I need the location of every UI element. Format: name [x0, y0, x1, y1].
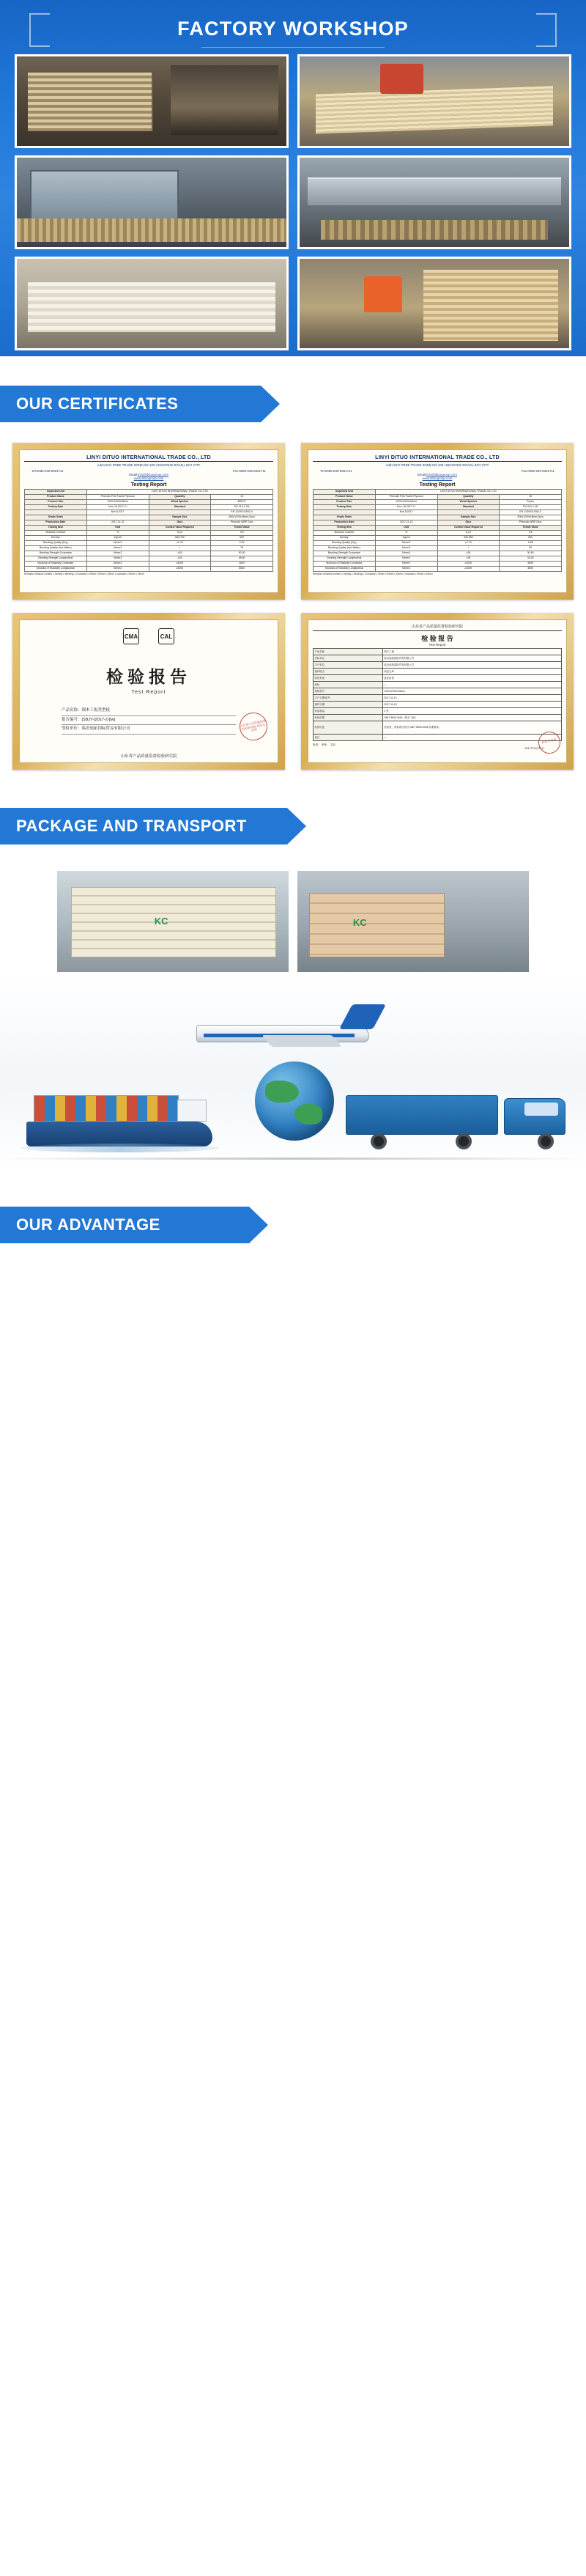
- certificate-2-content: [308, 449, 567, 593]
- certificate-grid: [12, 443, 574, 770]
- certificates-heading-text: OUR CERTIFICATES: [16, 394, 179, 413]
- cert4-org: 山东省产品质量监督检验研究院: [313, 624, 562, 631]
- cert3-footer: 山东省产品质量监督检验研究院: [120, 754, 177, 759]
- factory-photo-grid: [15, 54, 571, 350]
- cert4-table: 产品名称 细木工板 受检单位 临沂迪拓国际贸易有限公司 生产单位 临沂迪拓国际贸易有限公司 抽样地点 成品仓库 检验类别 委托检验 商标 — 规格型号 1220×2440×18mm 生产日期/批号 2017-11-13 抽样日期 2017-11-15 样品数量 2 张 检验依据 GB/T 5849-2016《细木工板》 检验结论 经检验，所检项目符合 GB/T 5849-2016 标准要求。 备注 —: [313, 648, 562, 741]
- package-transport-section: [0, 803, 586, 1177]
- package-heading: [0, 803, 586, 858]
- cert2-report-title: Testing Report: [419, 482, 456, 487]
- cert1-company: LINYI DITUO INTERNATIONAL TRADE CO., LTD: [24, 454, 273, 462]
- cert3-field-1: 产品名称：细木工板类型板: [62, 707, 236, 716]
- cert4-seal-icon: 检验专用章: [536, 729, 563, 756]
- truck-wheel-2: [456, 1133, 472, 1149]
- truck-window: [524, 1103, 558, 1116]
- cert3-subtitle: Test Report: [131, 690, 166, 695]
- product-detail-page: [0, 0, 586, 1274]
- certificate-1-content: [19, 449, 278, 593]
- cert3-field-2: 报告编号：[SBJY-]2017-Z-]lw]: [62, 716, 236, 726]
- workshop-photo-3: [15, 155, 289, 249]
- title-corner-right-icon: [536, 13, 557, 47]
- cert4-date: 2017年11月20日: [524, 747, 544, 750]
- plane-tail: [339, 1004, 386, 1029]
- cert4-title: 检 验 报 告: [421, 635, 453, 642]
- airplane-icon: [196, 1004, 379, 1059]
- factory-title-wrap: [0, 6, 586, 51]
- cert3-fields: [62, 707, 236, 735]
- advantage-section: [0, 1202, 586, 1274]
- cert2-fax: Fax:0086-539-8361711: [521, 468, 555, 473]
- factory-title: FACTORY WORKSHOP: [177, 18, 409, 40]
- cert1-web-value: www.dituogroup.com: [133, 476, 164, 480]
- heading-arrow-icon: [261, 386, 280, 422]
- cert1-address: Add:LINYI FREE TRADE ZONE,NO.100 LINGGONG ROAD,LINYI CITY: [97, 463, 201, 467]
- cert2-email-label: Email:: [417, 472, 427, 476]
- cert1-note: Remarks: Moisture content ≥ Density ≥ Bending ≥ Crosswise ≥ 50mm x 50mm x 18mm, Crosswise ≥ 50mm x 18mm: [24, 572, 144, 575]
- road-line: [0, 1158, 586, 1160]
- workshop-photo-2: [297, 54, 571, 148]
- ship-wake: [21, 1144, 220, 1152]
- certificate-card-2[interactable]: [301, 443, 574, 600]
- package-photo-grid: [56, 869, 530, 974]
- advantage-heading-text: OUR ADVANTAGE: [16, 1215, 160, 1234]
- cert3-field-3: 受检单位：临沂迪拓国际贸易有限公司: [62, 725, 236, 735]
- cert2-note: Remarks: Moisture content ≥ Density ≥ Bending ≥ Crosswise ≥ 50mm x 50mm x 18mm, Crosswise ≥ 50mm x 18mm: [313, 572, 433, 575]
- truck-wheel-1: [371, 1133, 387, 1149]
- workshop-photo-1: [15, 54, 289, 148]
- cert3-title: 检验报告: [106, 668, 191, 687]
- cal-logo-icon: CAL: [158, 628, 174, 644]
- cert1-web: [24, 476, 273, 480]
- cert2-web-value: www.dituogroup.com: [422, 476, 453, 480]
- certificates-section: [0, 381, 586, 779]
- cert4-subtitle: Test Report: [429, 643, 446, 647]
- certificate-card-4[interactable]: [301, 613, 574, 770]
- cert1-email-label: Email:: [128, 472, 138, 476]
- workshop-photo-5: [15, 257, 289, 350]
- ship-hull: [26, 1122, 212, 1147]
- certificate-card-3[interactable]: [12, 613, 285, 770]
- cma-logo-icon: CMA: [123, 628, 139, 644]
- workshop-photo-6: [297, 257, 571, 350]
- certificates-heading: [0, 381, 586, 435]
- cert3-seal-icon: 山东省产品质量监督检验研究院 检验专用章: [237, 710, 270, 743]
- cert4-signatures: 批准： 审核： 主检：: [313, 743, 338, 746]
- cert1-report-title: Testing Report: [130, 482, 167, 487]
- cert1-fax: Fax:0086-539-8361711: [232, 468, 266, 473]
- ship-bridge: [177, 1100, 207, 1122]
- plane-wing: [262, 1035, 341, 1047]
- cert2-tel: Tel:0086-539-8361711: [320, 468, 352, 473]
- truck-wheel-3: [538, 1133, 554, 1149]
- truck-trailer: [346, 1095, 498, 1135]
- package-heading-arrow-icon: [287, 808, 306, 844]
- package-photo-pallets: [56, 869, 290, 974]
- cert2-email-value: info@dituogroup.com: [426, 472, 457, 476]
- ship-containers: [34, 1095, 179, 1122]
- cert1-table: Inspected Unit LINYI DITUO INTERNATIONAL TRADE CO.,LTD Product Name Phenolic Film Faced Plywood Quantity 15 Product Size 1220x2440x18mm Wood Species BIRCH Testing Date Nov.,16,2017 Yr Standard EN 314-1,2N Nov.5,2017 EN 1229/GL/E62,0 Grade Seals Sample Size 500x1200x18mm,2pcs Production Date 2017.11.13 Glue Phenolic WBP Glue Testing Item Unit Control Value Required Tested Value Moisture Content % 6-14 9.8 Density Kg/m3 680-780 692 Bending Quality (Dry) N/mm2 ≥2.70 2.92 Bending Quality (Hot Water) N/mm2 / 75 Bending Strength Crosswise N/mm2 ≥28 50.20 Bending Strength Longitudinal N/mm2 ≥28 48.80 Modulus of Elasticity Crosswise N/mm2 ≥4000 4692 Modulus of Elasticity Longitudinal N/mm2 ≥4000 6500: [24, 489, 273, 572]
- truck-icon: [346, 1091, 565, 1161]
- title-divider: [201, 47, 385, 48]
- factory-workshop-section: [0, 0, 586, 356]
- container-ship-icon: [26, 1085, 217, 1152]
- cert2-address: Add:LINYI FREE TRADE ZONE,NO.100 LINGGONG ROAD,LINYI CITY: [385, 463, 489, 467]
- cert1-email-value: info@dituogroup.com: [138, 472, 168, 476]
- cert2-web: [313, 476, 562, 480]
- transport-illustration: [0, 974, 586, 1170]
- cert2-company: LINYI DITUO INTERNATIONAL TRADE CO., LTD: [313, 454, 562, 462]
- certificate-3-content: [19, 619, 278, 763]
- title-corner-left-icon: [29, 13, 50, 47]
- certificate-card-1[interactable]: [12, 443, 285, 600]
- cert1-tel: Tel:0086-539-8361711: [31, 468, 64, 473]
- advantage-heading: [0, 1202, 586, 1256]
- cert3-logos: [24, 628, 273, 644]
- package-heading-text: PACKAGE AND TRANSPORT: [16, 817, 247, 835]
- workshop-photo-4: [297, 155, 571, 249]
- package-photo-cartons: [296, 869, 530, 974]
- cert2-table: Inspected Unit LINYI DITUO INTERNATIONAL TRADE CO.,LTD Product Name Phenolic Film Faced Plywood Quantity 15 Product Size 1220x2440x18mm Wood Species Poplar Testing Date Nov.,16,2017 Yr Standard EN 314-1,2N Nov.5,2017 EN 1229/GL/E62,0 Grade Seals Sample Size 500x1200x18mm,2pcs Production Date 2017.11.13 Glue Phenolic WBP Glue Testing Item Unit Control Value Required Tested Value Moisture Content % 6-14 9.6 Density Kg/m3 520-580 530 Bending Quality (Dry) N/mm2 ≥2.70 2.85 Bending Quality (Hot Water) N/mm2 / 50 Bending Strength Crosswise N/mm2 ≥28 30.50 Bending Strength Longitudinal N/mm2 ≥28 32.00 Modulus of Elasticity Crosswise N/mm2 ≥4000 4825 Modulus of Elasticity Longitudinal N/mm2 ≥4000 4500: [313, 489, 562, 572]
- advantage-heading-arrow-icon: [249, 1207, 268, 1243]
- certificate-4-content: [308, 619, 567, 763]
- globe-icon: [255, 1061, 334, 1141]
